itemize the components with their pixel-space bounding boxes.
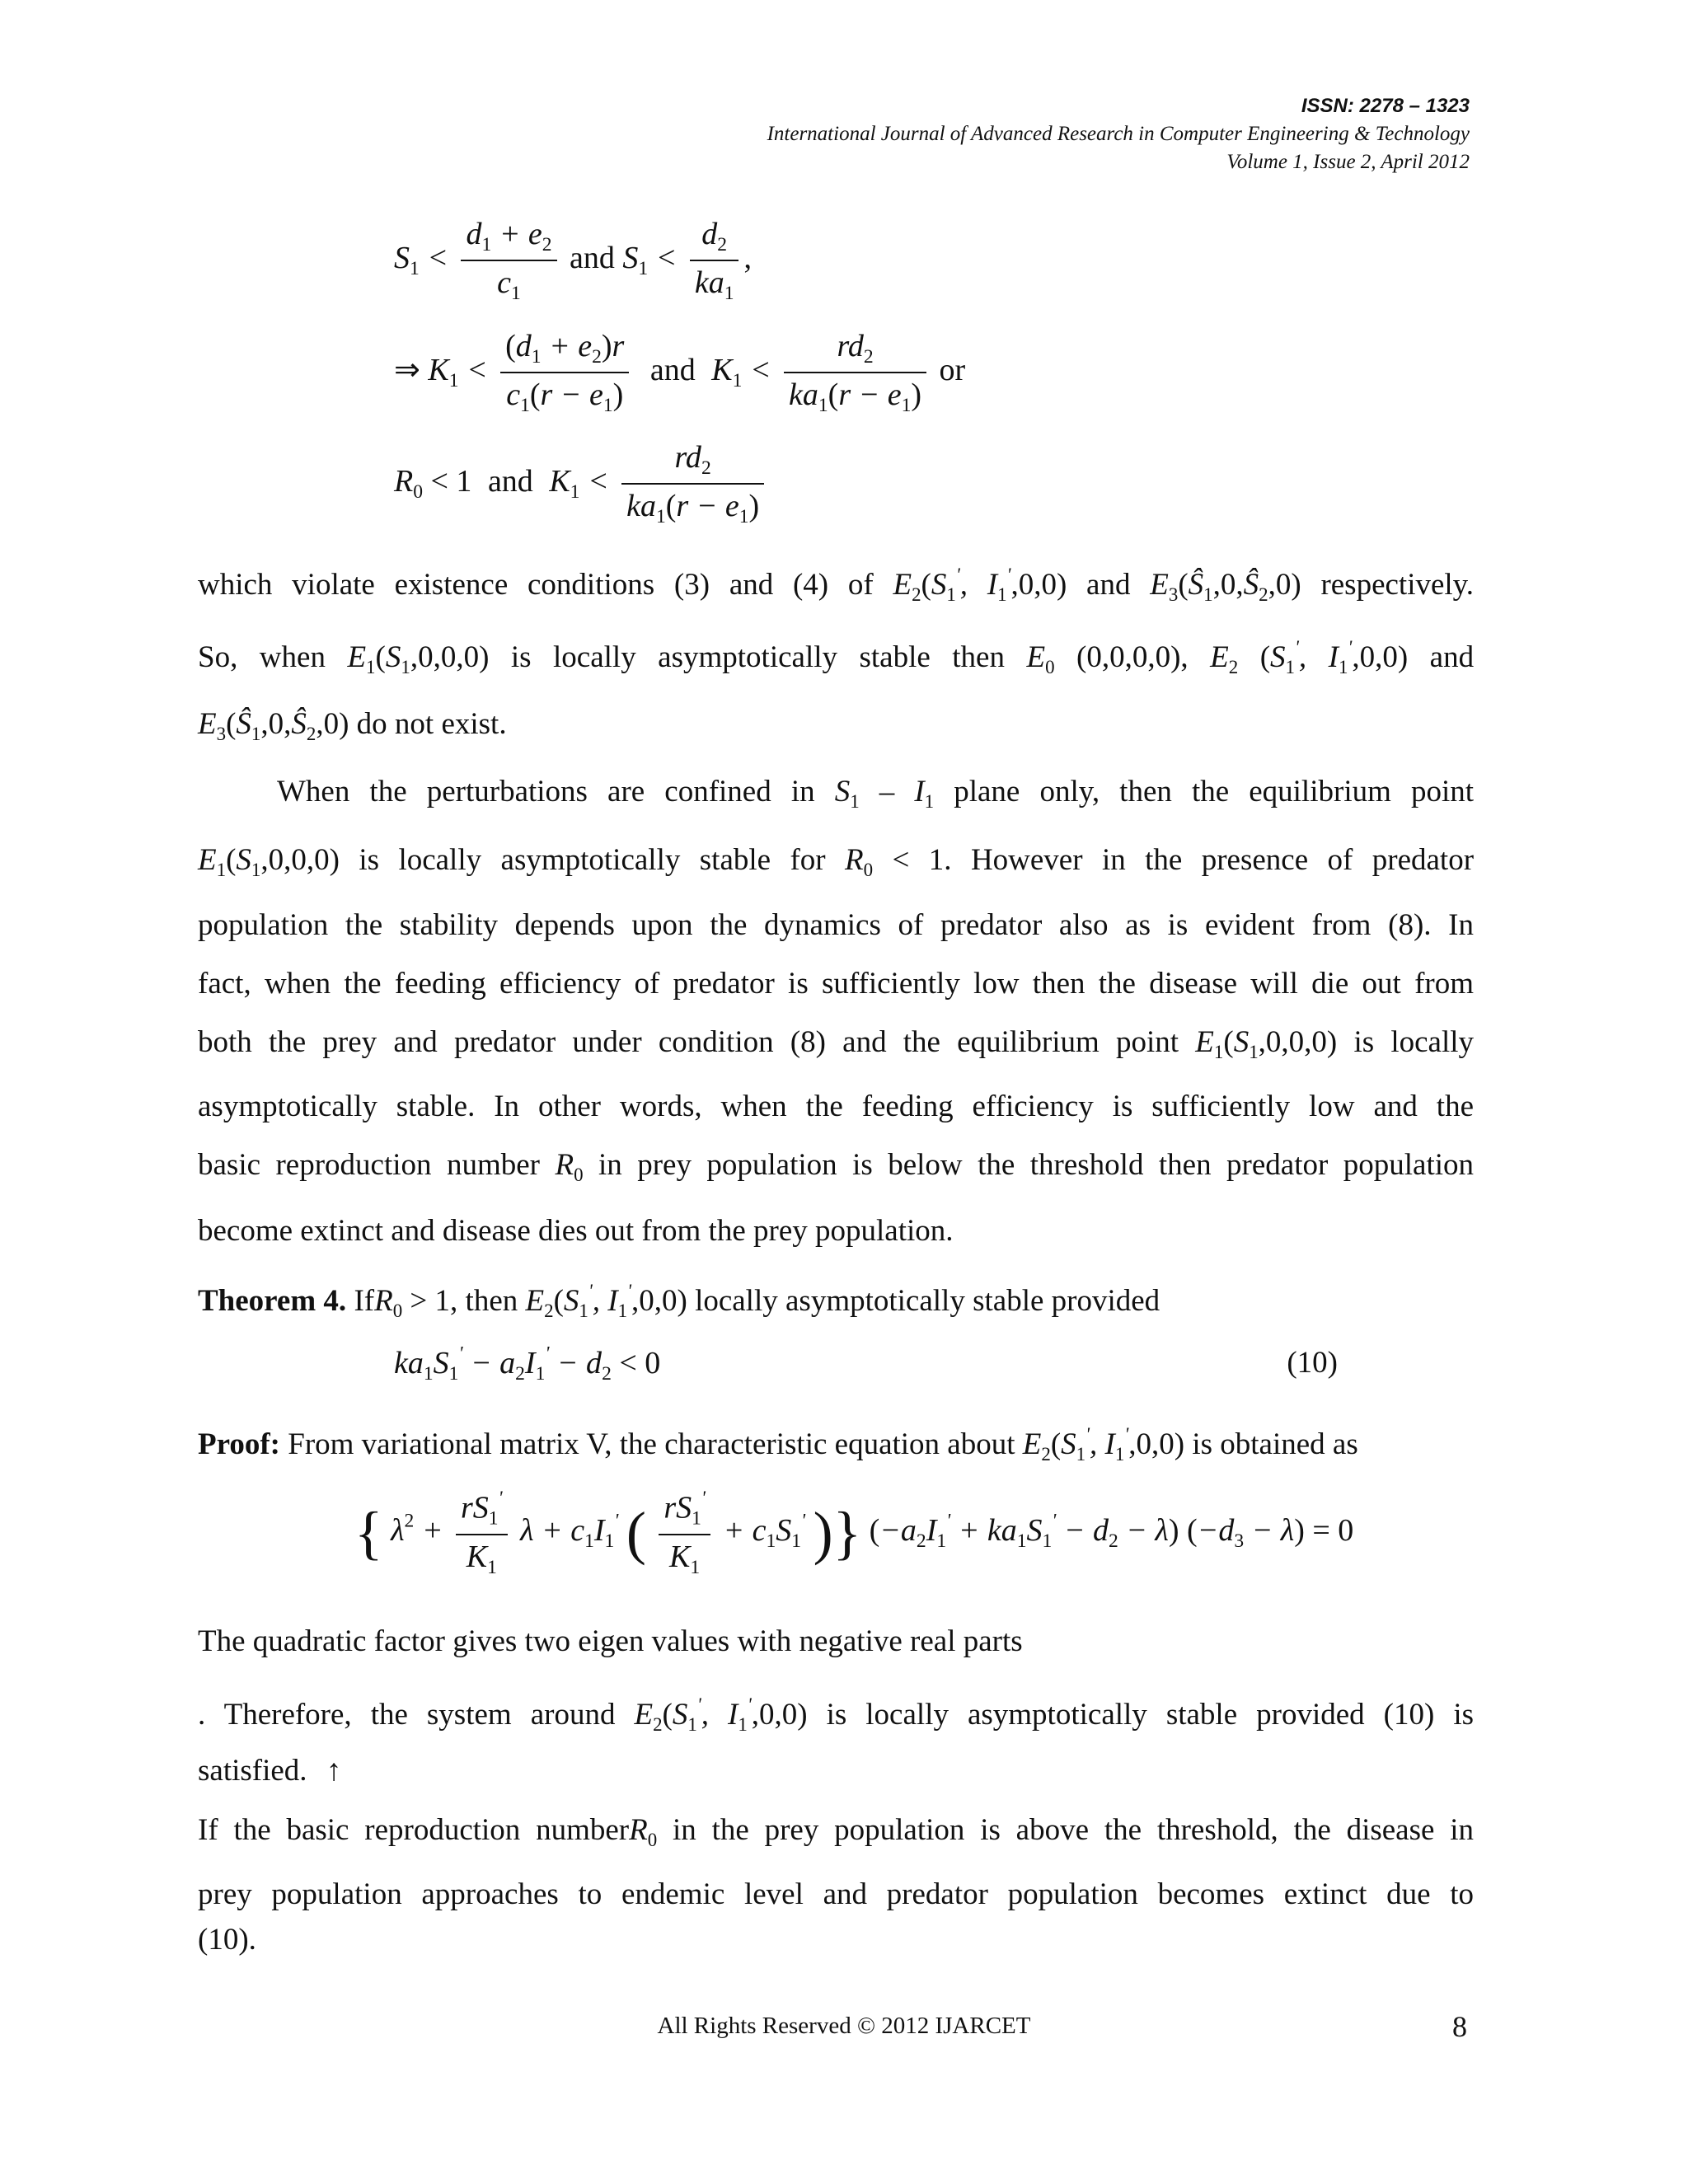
journal-name: International Journal of Advanced Research in Computer Engineering & Technology xyxy=(767,123,1470,145)
text-line: satisfied. ↑ xyxy=(198,1754,342,1788)
text-line: fact, when the feeding efficiency of predator is sufficiently low then the disease will die out from xyxy=(198,967,1474,1001)
theorem-4: Theorem 4. IfR$_0$ > 1, then $E_2(S_1'$, $I_1',0,0$) locally asymptotically stable provided xyxy=(198,1281,1160,1322)
qed-symbol: ↑ xyxy=(326,1754,342,1788)
proof: Proof: From variational matrix V, the characteristic equation about $E_2(S_1'$, $I_1',0,0$) is obtained as xyxy=(198,1424,1358,1465)
copyright-footer: All Rights Reserved © 2012 IJARCET xyxy=(657,2013,1031,2039)
text-line: population the stability depends upon the dynamics of predator also as is evident from (8). In xyxy=(198,908,1474,942)
text-line: (10). xyxy=(198,1923,256,1957)
text-line: become extinct and disease dies out from the prey population. xyxy=(198,1214,954,1248)
text-line: $E_3(Ŝ_1,0,Ŝ_2,0)$ do not exist. xyxy=(198,707,507,745)
journal-header xyxy=(767,92,1470,176)
equation-10: $ka_1S_1' - a_2I_1' - d_2 < 0$ xyxy=(394,1343,661,1385)
text-line: If the basic reproduction numberR$_0$ in the prey population is above the threshold, the disease in xyxy=(198,1813,1475,1851)
equation-r0-k1: $R_0 < 1$ and $K_1$ < $\frac{rd_2}{ka_1(r - e_1)}$ xyxy=(394,439,769,528)
text-line: When the perturbations are confined in $S_1 - I_1$ plane only, then the equilibrium point xyxy=(277,775,1475,813)
equation-number: (10) xyxy=(1287,1346,1338,1380)
text-line: prey population approaches to endemic level and predator population becomes extinct due to xyxy=(198,1877,1474,1911)
equation-s1-bounds: $S_1$ < $\frac{d_1 + e_2}{c_1}$ and $S_1$ < $\frac{d_2}{ka_1}$ , xyxy=(394,217,752,305)
equation-k1-bounds: ⇒ $K_1$ < $\frac{(d_1 + e_2)r}{c_1(r - e_1)}$ and $K_1$ < $\frac{rd_2}{ka_1(r - e_1)}$ or xyxy=(394,329,966,417)
text-line: $E_1(S_1,0,0,0)$ is locally asymptotically stable for $R_0 < 1$. However in the presence of predator xyxy=(198,843,1475,881)
text-line: which violate existence conditions (3) and (4) of $E_2(S_1'$, $I_1',0,0$) and $E_3(Ŝ_1,0,Ŝ_2,0)$ respectively. xyxy=(198,565,1475,606)
volume-issue: Volume 1, Issue 2, April 2012 xyxy=(1226,151,1470,173)
text-line: basic reproduction number $R_0$ in prey population is below the threshold then predator population xyxy=(198,1148,1475,1186)
text-line: asymptotically stable. In other words, when the feeding efficiency is sufficiently low and the xyxy=(198,1090,1474,1123)
text-line: So, when $E_1(S_1,0,0,0)$ is locally asymptotically stable then $E_0$ (0,0,0,0), $E_2$ ($S_1'$, $I_1',0,0$) and xyxy=(198,637,1475,678)
characteristic-equation: { $\lambda^2$ + $\frac{rS_1'}{K_1}$ $\lambda + c_1I_1'$ ( $\frac{rS_1'}{K_1}$ + $c_1S_1'$ )} $(-a_2I_1' + ka_1S_1' - d_2 - \lambda) (-d_3 - \lambda) = 0$ xyxy=(354,1488,1354,1578)
text-line: both the prey and predator under condition (8) and the equilibrium point $E_1(S_1,0,0,0)$ is locally xyxy=(198,1025,1474,1063)
text-line: . Therefore, the system around $E_2(S_1'$, $I_1',0,0$) is locally asymptotically stable provided (10) is xyxy=(198,1694,1475,1736)
issn: ISSN: 2278 – 1323 xyxy=(1301,95,1470,117)
page-number: 8 xyxy=(1452,2010,1467,2043)
text-line: The quadratic factor gives two eigen values with negative real parts xyxy=(198,1624,1023,1658)
